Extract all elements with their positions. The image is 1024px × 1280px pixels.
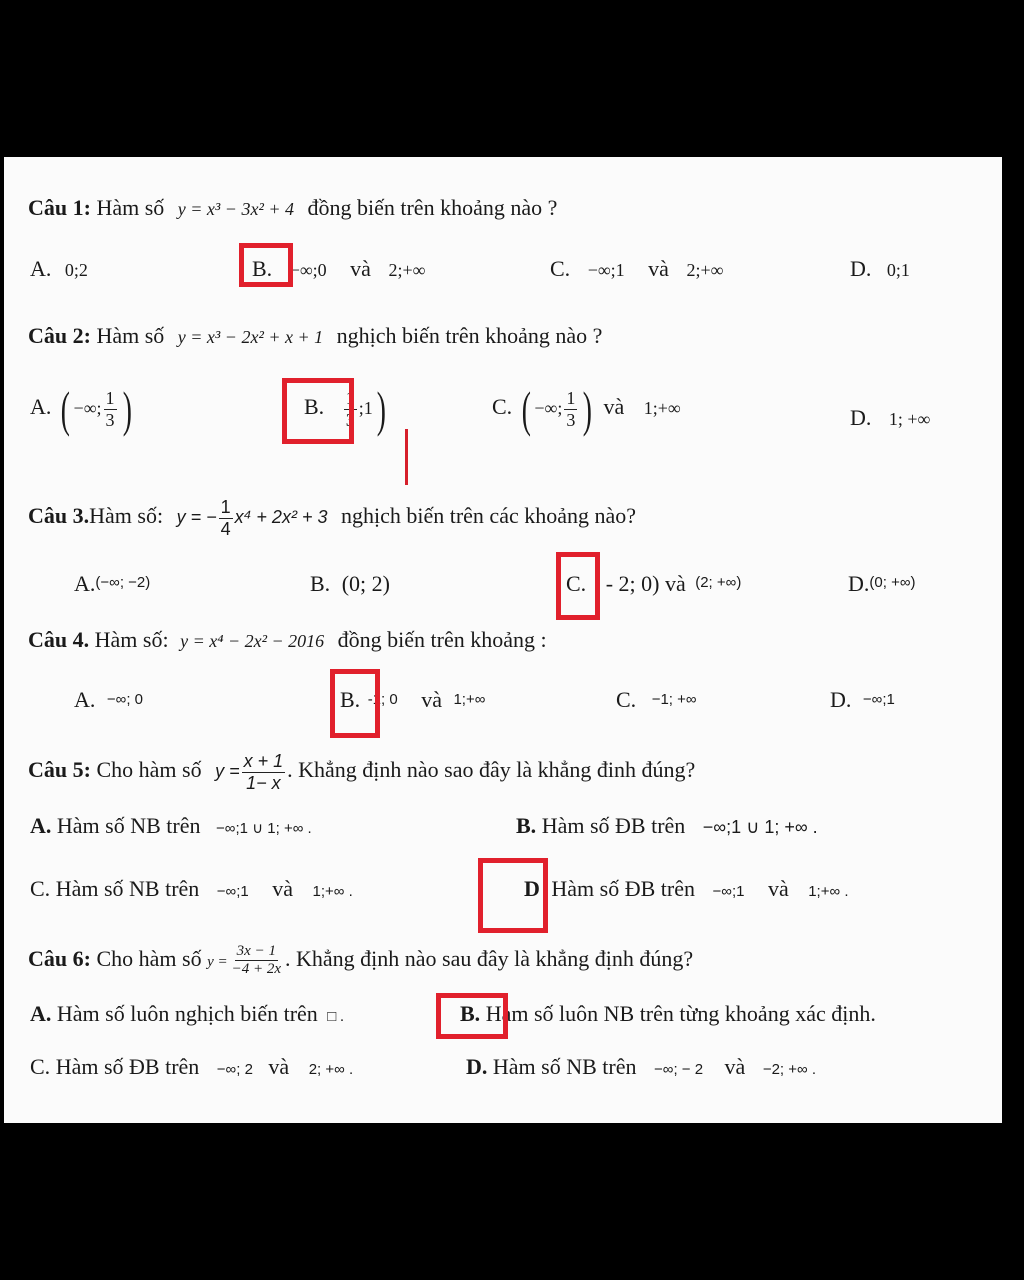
question-number: Câu 1: — [28, 195, 91, 220]
fraction — [230, 943, 283, 979]
option-value: −1; +∞ — [651, 691, 697, 708]
option-label: B. — [460, 1001, 481, 1026]
option-b — [516, 815, 818, 837]
option-label: A. — [30, 1001, 52, 1026]
numerator: 1 — [220, 497, 231, 517]
option-a — [74, 689, 143, 711]
option-a — [30, 815, 312, 837]
conjunction: và — [767, 876, 789, 901]
equation: y = x³ − 2x² + x + 1 — [177, 327, 324, 347]
question-number: Câu 2: — [28, 323, 91, 348]
equation: y = x⁴ − 2x² − 2016 — [180, 631, 325, 651]
question-6 — [28, 943, 693, 979]
option-value-2: 2;+∞ — [388, 260, 426, 280]
question-2 — [28, 325, 602, 347]
option-value: −∞;1 — [862, 691, 895, 708]
question-3 — [28, 497, 636, 539]
option-label: D. — [848, 571, 870, 596]
numerator: 1 — [345, 387, 355, 408]
option-value: −∞; 2 — [216, 1061, 253, 1078]
option-value: 0;2 — [64, 260, 88, 280]
answer-highlight-box — [282, 378, 354, 444]
option-value-2: −2; +∞ . — [762, 1061, 817, 1078]
option-value: −∞;1 — [587, 260, 625, 280]
option-text: Hàm số NB trên — [56, 813, 201, 838]
question-suffix: đồng biến trên khoảng : — [337, 627, 547, 652]
equation-lead: y = — [215, 761, 240, 782]
fraction — [104, 388, 117, 430]
option-value-2: 1;+∞ . — [312, 883, 353, 900]
question-suffix: nghịch biến trên khoảng nào ? — [336, 323, 603, 348]
conjunction: và — [350, 256, 371, 281]
option-c — [616, 689, 697, 711]
option-label: A. — [74, 571, 96, 596]
question-number: Câu 6: — [28, 945, 91, 971]
option-value-2: 2;+∞ — [686, 260, 724, 280]
option-label: A. — [30, 394, 52, 420]
left-paren: ( — [521, 381, 531, 437]
answer-highlight-box — [330, 669, 380, 738]
question-text: Hàm số: — [89, 503, 164, 529]
option-value: 1; +∞ — [888, 409, 931, 429]
denominator: 3 — [105, 409, 115, 430]
option-value: (−∞; −2) — [95, 574, 151, 591]
option-label: D. — [850, 256, 872, 281]
numerator: 1 — [105, 387, 115, 408]
conjunction: và — [421, 687, 442, 712]
option-value-2: 2; +∞ . — [308, 1061, 354, 1078]
option-value: □ . — [327, 1009, 344, 1025]
denominator: 3 — [566, 409, 576, 430]
question-suffix: nghịch biến trên các khoảng nào? — [340, 503, 637, 529]
option-c — [30, 1056, 353, 1078]
option-value: −∞;0 — [289, 260, 327, 280]
option-label: D. — [466, 1054, 488, 1079]
answer-highlight-box — [239, 243, 293, 287]
option-value: 0;1 — [886, 260, 910, 280]
option-label: B. — [516, 813, 537, 838]
highlight-mark — [405, 429, 408, 485]
option-text: Hàm số NB trên — [492, 1054, 637, 1079]
question-text: Hàm số — [96, 195, 165, 220]
question-suffix: . Khẳng định nào sau đây là khẳng định đúng? — [285, 945, 694, 971]
conjunction: và — [268, 1054, 290, 1079]
option-a — [30, 381, 135, 437]
option-value: −∞; − 2 — [653, 1061, 704, 1078]
option-value: −∞; 0 — [106, 691, 144, 708]
option-value-2: (2; +∞) — [695, 574, 742, 591]
option-label: B. — [252, 256, 273, 281]
option-value: - 2; 0) và — [605, 571, 686, 596]
option-c — [550, 258, 723, 280]
fraction — [564, 388, 577, 430]
conjunction: và — [648, 256, 669, 281]
option-text: Hàm số ĐB trên — [551, 876, 695, 901]
option-text: Hàm số luôn NB trên từng khoảng xác định. — [485, 1001, 876, 1026]
option-label: D — [524, 876, 540, 901]
question-text: Cho hàm số — [96, 945, 202, 971]
option-text: Hàm số NB trên — [55, 876, 200, 901]
answer-highlight-box — [436, 993, 508, 1039]
option-a — [30, 258, 88, 280]
question-5 — [28, 751, 695, 793]
conjunction: và — [603, 394, 625, 420]
option-value: ;1 — [358, 398, 373, 419]
option-text: Hàm số ĐB trên — [541, 813, 686, 838]
option-value-2: 1;+∞ . — [808, 883, 849, 900]
option-label: B. — [340, 687, 361, 712]
denominator: −4 + 2x — [231, 961, 282, 978]
option-c — [492, 381, 681, 437]
option-d — [524, 878, 849, 900]
question-text: Cho hàm số — [96, 757, 202, 783]
numerator: 1 — [566, 387, 576, 408]
option-label: C. — [550, 256, 571, 281]
option-d — [850, 407, 930, 429]
option-label: B. — [304, 394, 325, 420]
equation: y = x³ − 3x² + 4 — [177, 199, 294, 219]
option-d — [848, 573, 916, 595]
denominator: 3 — [345, 409, 355, 430]
question-number: Câu 5: — [28, 757, 91, 783]
denominator: 4 — [220, 518, 231, 539]
option-label: A. — [30, 256, 52, 281]
option-value: −∞;1 ∪ 1; +∞ . — [215, 820, 312, 837]
option-label: D. — [850, 405, 872, 430]
worksheet — [4, 157, 1002, 1123]
option-a — [30, 1003, 344, 1025]
option-label: C. — [616, 687, 637, 712]
option-label: C. — [30, 1054, 51, 1079]
right-paren: ) — [376, 381, 386, 437]
option-label: C. — [566, 571, 587, 596]
option-label: C. — [492, 394, 513, 420]
right-paren: ) — [122, 381, 132, 437]
option-value: (0; +∞) — [869, 574, 916, 591]
denominator: 1− x — [246, 772, 281, 793]
option-label: D. — [830, 687, 852, 712]
option-value-2: 1;+∞ — [643, 398, 681, 419]
right-paren: ) — [583, 381, 593, 437]
numerator: x + 1 — [243, 751, 284, 771]
option-label: B. — [310, 571, 331, 596]
question-1 — [28, 197, 557, 219]
option-value: (0; 2) — [341, 571, 390, 596]
option-d — [466, 1056, 816, 1078]
question-4 — [28, 629, 547, 651]
question-suffix: đồng biến trên khoảng nào ? — [307, 195, 558, 220]
option-value: −∞;1 ∪ 1; +∞ . — [702, 817, 818, 837]
numerator: 3x − 1 — [235, 943, 278, 961]
equation-lead: y = − — [176, 507, 217, 528]
left-paren: ( — [60, 381, 70, 437]
option-value: −∞;1 — [216, 883, 249, 900]
option-c — [30, 878, 353, 900]
question-text: Hàm số: — [94, 627, 169, 652]
question-number: Câu 3. — [28, 503, 90, 529]
option-text: Hàm số luôn nghịch biến trên — [56, 1001, 318, 1026]
fraction — [219, 497, 233, 539]
question-number: Câu 4. — [28, 627, 90, 652]
option-value: −∞; — [73, 398, 102, 419]
answer-highlight-box — [556, 552, 600, 620]
option-value: −∞; — [534, 398, 563, 419]
option-a — [74, 573, 150, 595]
option-value-2: 1;+∞ — [453, 691, 486, 708]
question-suffix: . Khẳng định nào sao đây là khẳng đinh đúng? — [287, 757, 696, 783]
option-d — [830, 689, 895, 711]
option-value: −∞;1 — [712, 883, 745, 900]
option-label: C. — [30, 876, 51, 901]
option-value: -1; 0 — [367, 691, 398, 708]
option-text: Hàm số ĐB trên — [55, 1054, 200, 1079]
option-d — [850, 258, 910, 280]
option-b — [310, 573, 390, 595]
option-b — [460, 1003, 876, 1025]
fraction — [242, 751, 286, 793]
equation-lead: y = — [207, 953, 228, 970]
option-label: A. — [30, 813, 52, 838]
conjunction: và — [272, 876, 294, 901]
question-text: Hàm số — [96, 323, 165, 348]
answer-highlight-box — [478, 858, 548, 933]
conjunction: và — [724, 1054, 746, 1079]
equation-tail: x⁴ + 2x² + 3 — [234, 507, 328, 528]
option-label: A. — [74, 687, 96, 712]
